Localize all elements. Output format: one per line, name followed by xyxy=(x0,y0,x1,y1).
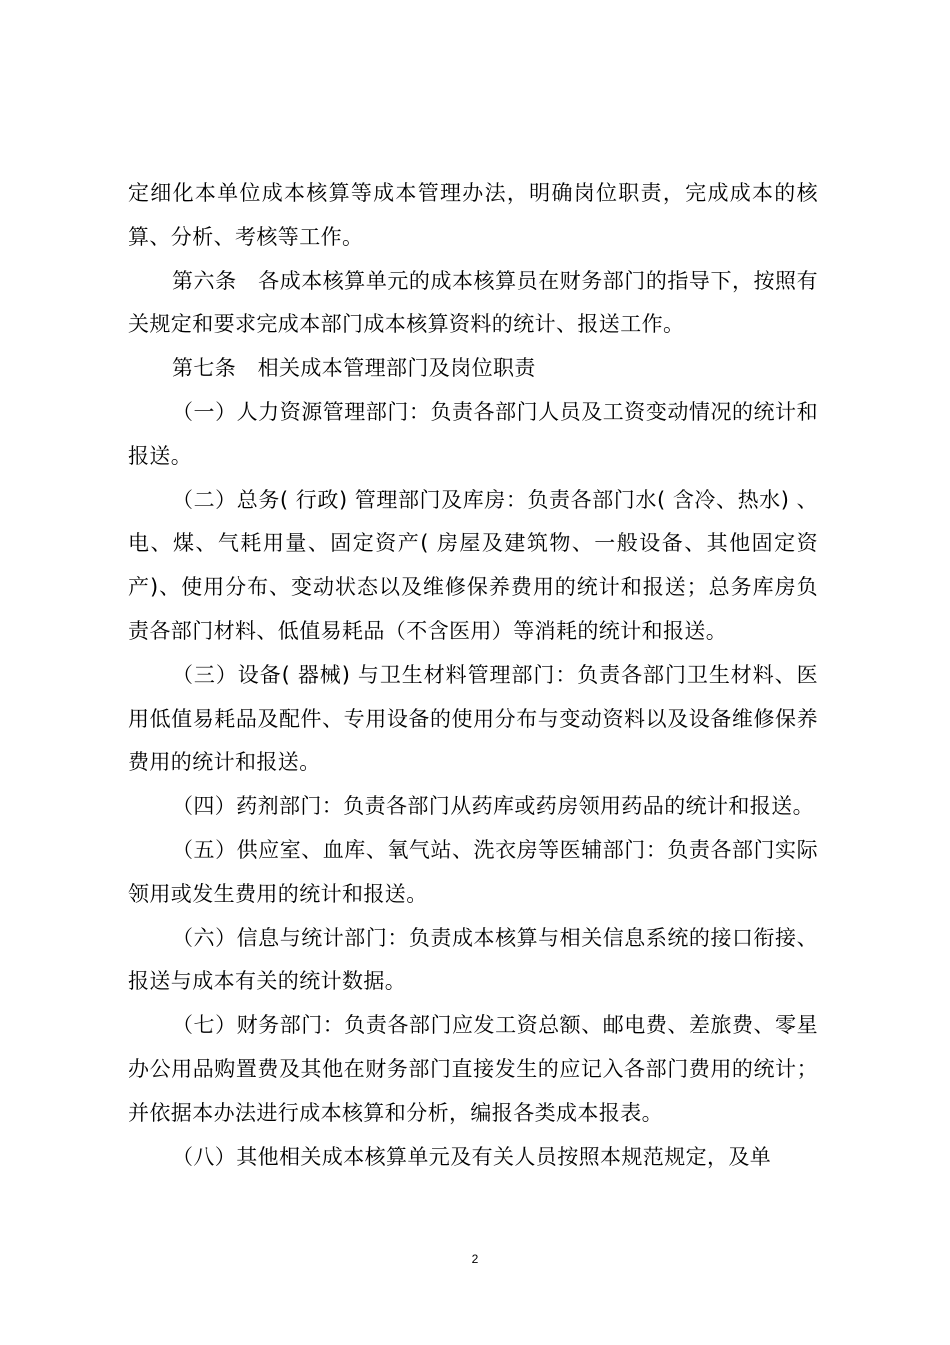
paragraph-item-8: （八）其他相关成本核算单元及有关人员按照本规范规定，及单 xyxy=(172,1144,772,1169)
page-number: 2 xyxy=(471,1252,479,1266)
paragraph-item-2: （二）总务( 行政) 管理部门及库房：负责各部门水( 含冷、热水) 、电、煤、气耗用量、固定资产( 房屋及建筑物、一般设备、其他固定资产)、使用分布、变动状态以及维修保养费用的统计和报送；总务库房负责各部门材料、低值易耗品（不含医用）等消耗的统计和报送。 xyxy=(128,487,818,643)
paragraph-item-3: （三）设备( 器械) 与卫生材料管理部门：负责各部门卫生材料、医用低值易耗品及配件、专用设备的使用分布与变动资料以及设备维修保养费用的统计和报送。 xyxy=(128,662,818,775)
paragraph-item-7: （七）财务部门：负责各部门应发工资总额、邮电费、差旅费、零星办公用品购置费及其他在财务部门直接发生的应记入各部门费用的统计；并依据本办法进行成本核算和分析，编报各类成本报表。 xyxy=(128,1013,818,1125)
document-body xyxy=(128,172,818,1179)
paragraph-article-7-heading: 第七条 相关成本管理部门及岗位职责 xyxy=(172,356,536,381)
paragraph-item-5: （五）供应室、血库、氧气站、洗衣房等医辅部门：负责各部门实际领用或发生费用的统计和报送。 xyxy=(128,837,818,906)
paragraph-item-6: （六）信息与统计部门：负责成本核算与相关信息系统的接口衔接、报送与成本有关的统计数据。 xyxy=(128,925,818,994)
paragraph-item-1: （一）人力资源管理部门：负责各部门人员及工资变动情况的统计和报送。 xyxy=(128,399,818,468)
paragraph-item-4: （四）药剂部门：负责各部门从药库或药房领用药品的统计和报送。 xyxy=(172,794,814,819)
paragraph-continuation: 定细化本单位成本核算等成本管理办法，明确岗位职责，完成成本的核算、分析、考核等工作。 xyxy=(128,181,818,249)
paragraph-article-6: 第六条 各成本核算单元的成本核算员在财务部门的指导下，按照有关规定和要求完成本部门成本核算资料的统计、报送工作。 xyxy=(128,268,818,337)
